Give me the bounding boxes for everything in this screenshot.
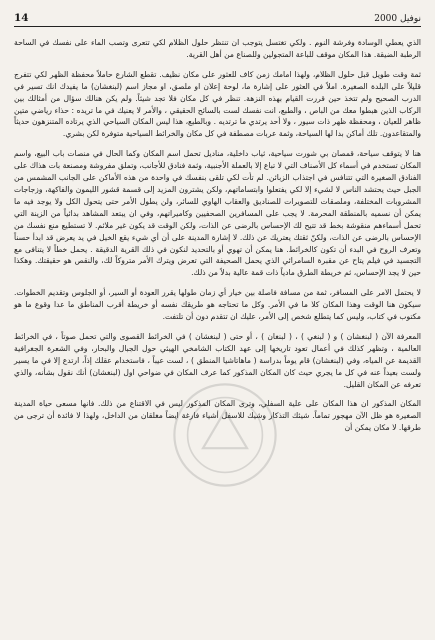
paragraph: المكان المذكور ان هذا المكان على علية السفلي، وترى المكان المذكور ليس في الاقتناع من ذلك. فانها مسعى حياة المدينة الصغيرة هو ظل الآن مهجور تماماً. شيئك التذكار وشيك للاسفل أشياء فارغة ايضاً مغلقان من الداخل، ولهذا لا فائدة أن ترجى من طرقها. لا مكان يمكن أن — [14, 399, 421, 433]
paragraph: الذي يعطي الوسادة وفرشة النوم . ولكي تغتسل يتوجب ان تنتظر حلول الظلام لكي تتعرى وتصب الماء على نفسك في الساحة الرطبة الضيقة. هذا المكان موقف للباعة المتجولين وللصناع من أهل القرية. — [14, 38, 421, 59]
running-header — [14, 8, 421, 27]
page-number: 14 — [14, 12, 29, 24]
paragraph: المعرفة الآن ( لبنغشان ) و ( لبنغي ) ، ( لبنغان ) ، أو حتى ( لبنغشان ) في الخرائط القصوى والتي تحمل صوتاً ، في الخرائط العالمية ، وتظهر كذلك في أعمال تعود تاريخها إلى عهد الكتاب الشامخي الهيئي حول الجبال والبحار، وفي الشعرة الجغرافية القديمة عن المياه، وفي (لبنغشان) قام يوماً بدراسة ( ماهاتاشيا المنطق ) ، لست عيباً ، فاستخدام عقلك إذاً، ارتدع إلا في ما يسير ولست بعيداً عنه في كل ما يجري حيث كان المكان المذكور كما عرف المكان في ضواحي اول (لبنغشان) أنك نقول بشأنه، والذي تعرفه عن المكان القليل. — [14, 331, 421, 389]
paragraph: ثمة وقت طويل قبل حلول الظلام، ولهذا امامك زمن كاف للعثور على مكان نظيف. تقطع الشارع حاملاً محفظة الظهر لكي تتفرج قليلاً على البلدة الصغيرة. املاً في العثور على إشارة ما، لوحة إعلان او ملصق، او مجاز اسم (لبنغشان) ما يفيدك انك تسير في الدرب الصحيح ولم تتخذ حين قررت القيام بهذه النزهة. تنظر في كل مكان فلا تجد شيئاً. ولم يكن هنالك سؤال من أمثالك بين الركاب الذين هبطوا معك من الباص ، والطبع، انت نفسك لست بالسائح الحقيقي ، والأمر لا يعنيك في ما تريده : حذاء رياضي متين ظاهر للعيان ، ومحفظة ظهر ذات سيور ، ولا أحد يرتدي ما ترتديه . وبالطبع، هذا ليس المكان السياحي الذي يرتاده المتنزهون حديثاً والمتقاعدون. تلك أماكن بدا لها السياحة، وثمة عربات مصطفة في كل مكان والخرائط السياحية متوفرة لكن بشري. — [14, 69, 421, 139]
issue-label: نوفيل 2000 — [374, 14, 421, 24]
article-body — [14, 37, 421, 434]
paragraph: لا يحتمل الامر على المسافر، ثمة من مسافة فاصلة بين خيار أي زمان طولها يقرر العودة أو السير، أو الجلوس وتقديم الخطوات. سيكون هنا الوقت وهذا المكان كلا ما في الأمر. وكل ما تحتاجه هو طريقك نفسه أو خريطة أقرب المناطق ما عدا وقوع ما هو مكتوب في كتاب، وليس كما يتطلع شخص إلى الأمر، عليك ان تتقدم دون أن تلتفت. — [14, 288, 421, 322]
paragraph: هنا لا يتوقف سياحة، قمصان بي شورت سياحية، ثياب داخلية، مناديل تحمل اسم المكان وكما الحال في منصات باب البيع، واسم المكان تستخدم في أسماء كل الأصناف التي لا تباع إلا بالعملة الأجنبية، وثمة فنادق للأجانب، وتملق مفروشة ومصنعة بات هذاك على الفنادق الصغيرة التي تتنافس في اجتذاب الزبائن. لم تأت لكي تلقى بنفسك في واحدة من هذه الأماكن على الجانب المشمس من الجبل حيث يحتشد الناس لا لشيء إلا لكي يفتعلوا وابتساماتهم، ولكن يشترون المزيد إلى قسمة قشور الليمون والفاكهة، وزجاجات المشروبات المختلفة، وملصقات للتصويرات للصناديق والعقاب الهاوي للسائر، ولن يطول الأمر حتى يتحول الكل ولا يوجد فيه ما يمكن أن نسميه بالمنطقة المحرمة. لا يجب على المسافرين الصحفيين وكاميراتهم، وفي ان يبتعد المشاهد بدائياً من الزينة التي تحمل أسماءهم منقوشة بخط قد تتيح لك الإحساس بالرضى عن الذات، ولكن الوقت قد يكون غير ملائم. لا تستطيع منع نفسك من الإحساس بالرضى عن الذات، ولكنّ ثقتك يعتريك عن ذلك. لا إشارة المدينة على أن أي شيء يقع الخيل في يد يعرض قد ابدأ حسناً وتعرف الروح في البدء أن تكون كالخرائط. هنا يمكن أن تهوي أو بالتحديد لنكون في ذلك القرية الدقيقة . يحمل خطاً لا يتنافى مع التجسيد في فيلم يتاح عن مقبرة السامرائي الذي يحمل الصحيفة التي تعرض ويترك الأمر متروكاً لك، والنقص هو حقيقتك. وهكذا حين لا يجد الإحساس، ثم خريطة الطرق مادياً ذات قمة عالية بدلاً من ذلك. — [14, 149, 421, 278]
